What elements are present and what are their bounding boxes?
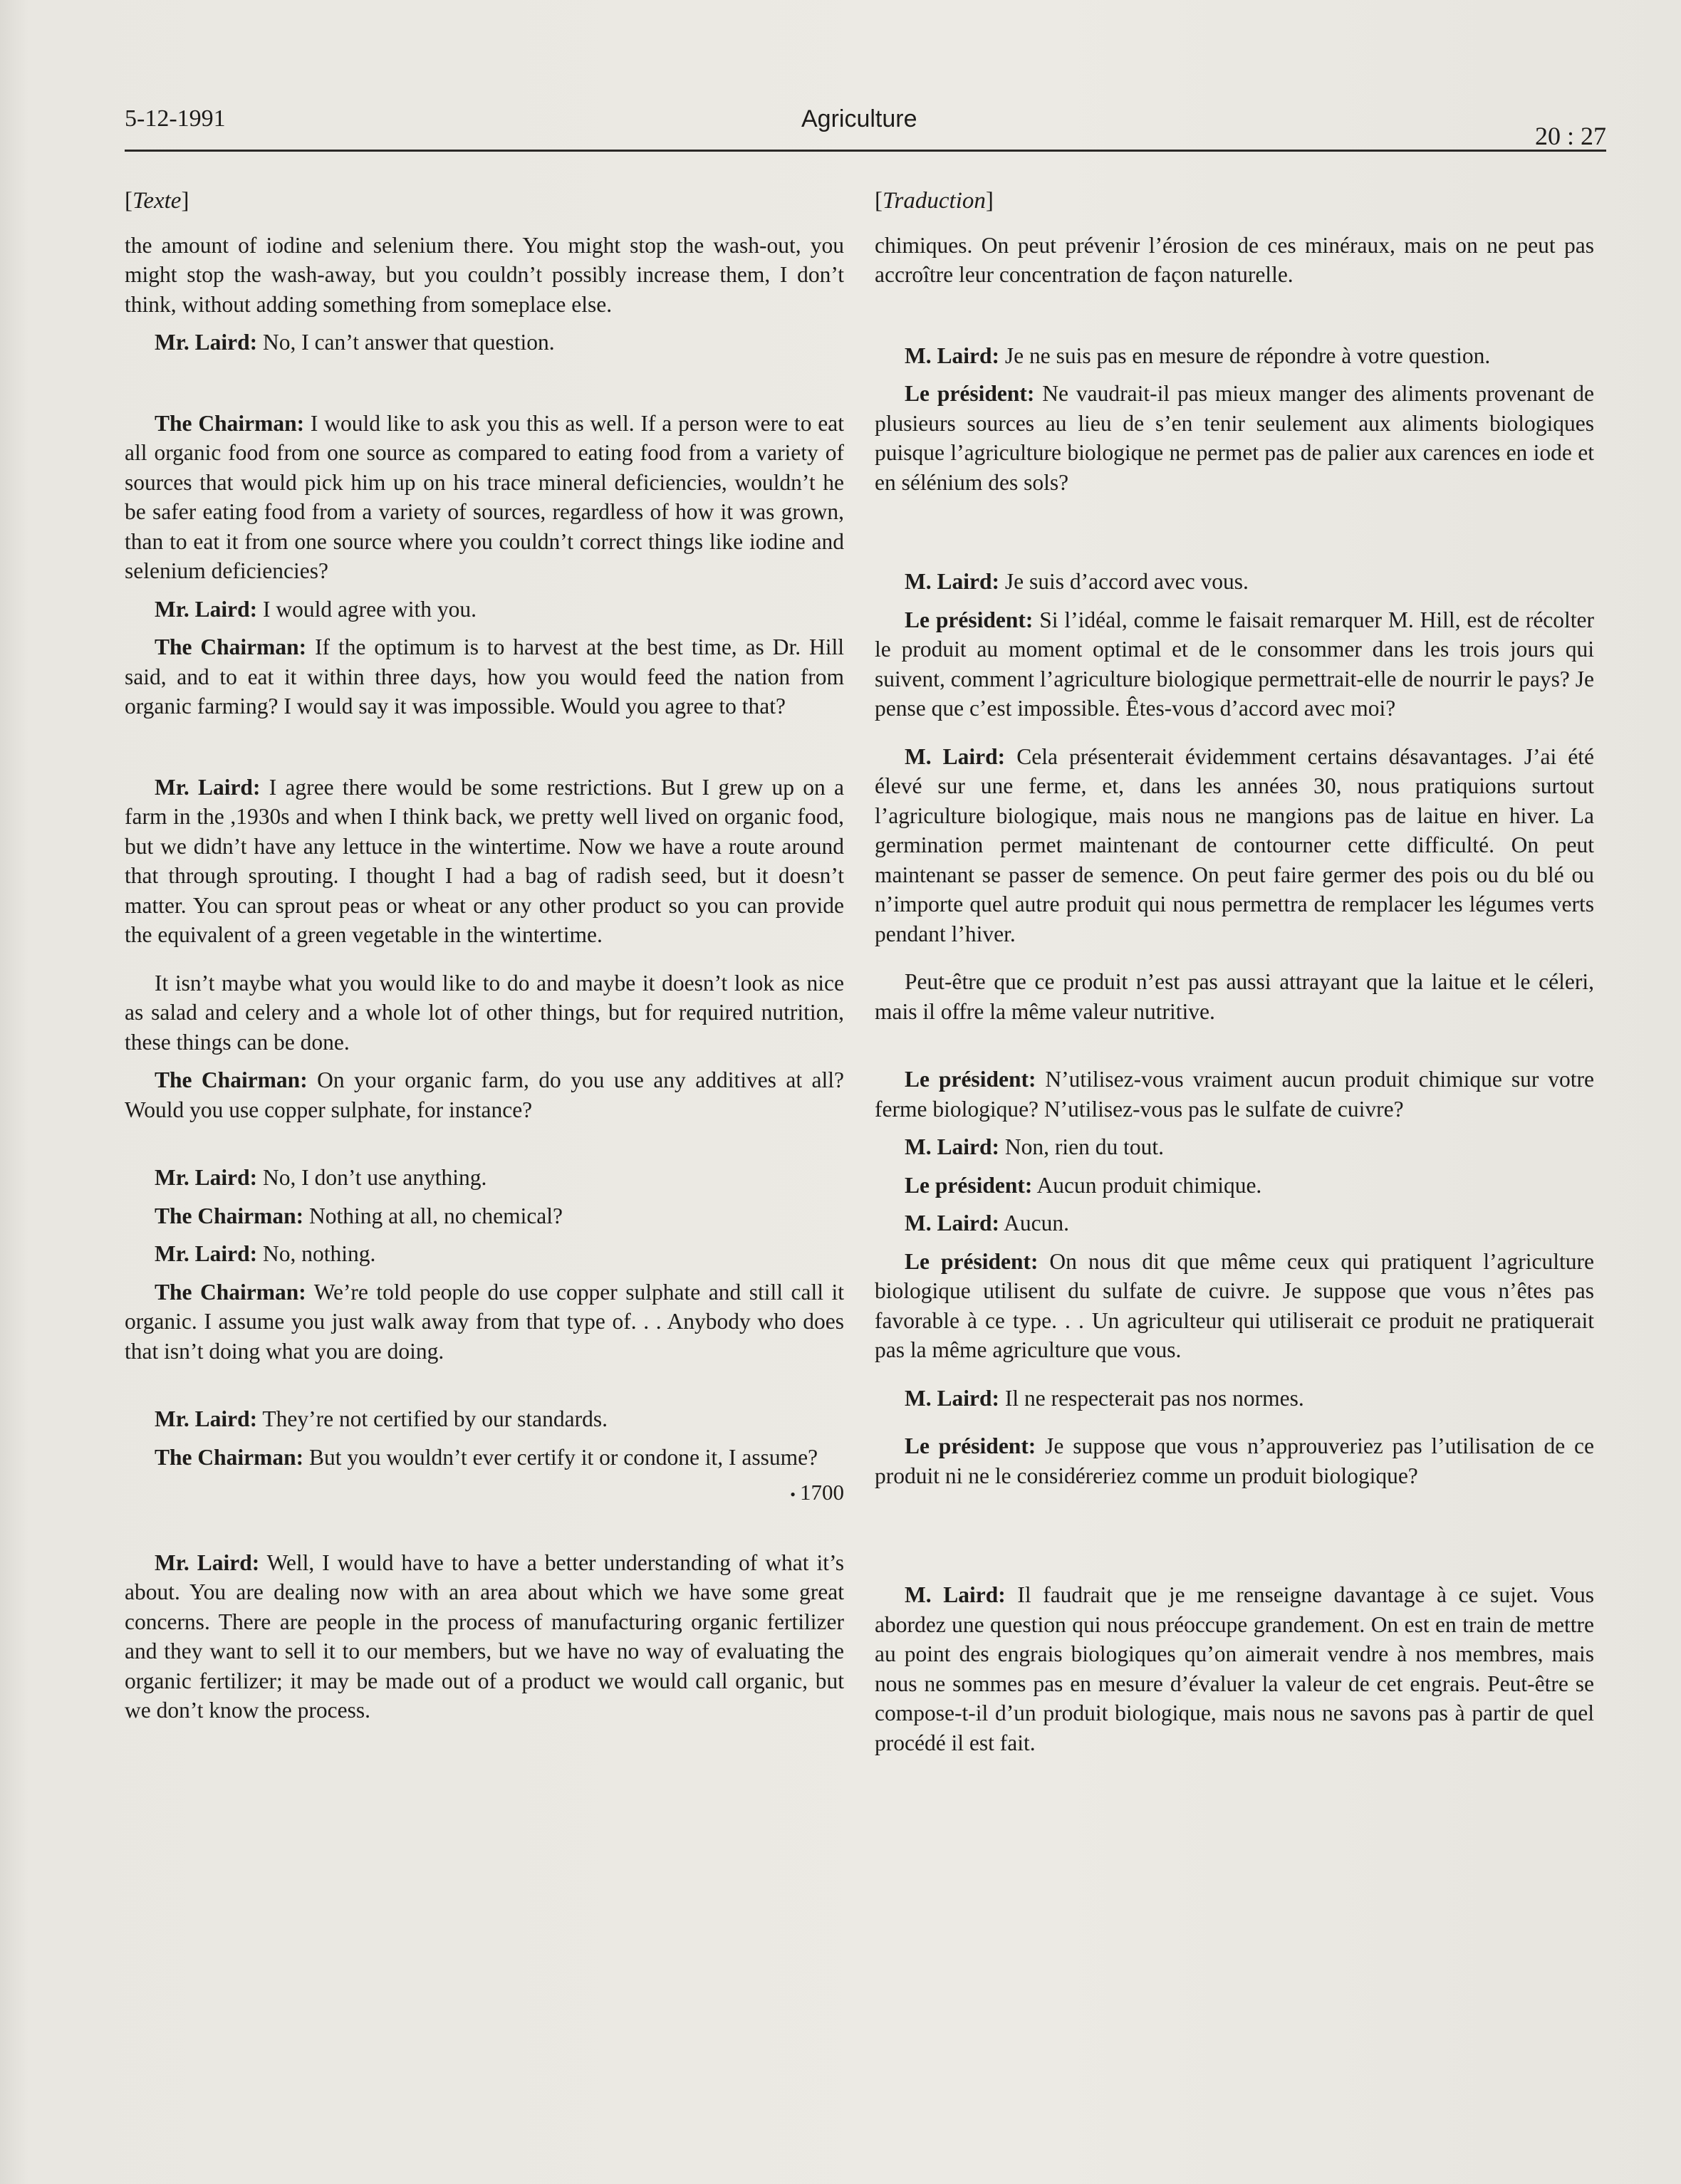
paragraph xyxy=(875,1208,1594,1238)
time-marker xyxy=(125,1478,844,1510)
paragraph xyxy=(125,1404,844,1434)
paragraph xyxy=(875,1247,1594,1365)
paragraph xyxy=(875,1171,1594,1201)
speaker-name: Mr. Laird: xyxy=(155,596,258,622)
paragraph xyxy=(875,605,1594,723)
paragraph xyxy=(875,967,1594,1026)
paragraph-text: Aucun produit chimique. xyxy=(1032,1172,1262,1198)
time-marker-text: 1700 xyxy=(800,1480,844,1505)
paragraph-text: It isn’t maybe what you would like to do and maybe it doesn’t look as nice as salad and celery and a whole lot of other things, but for required nutrition, these things can be done. xyxy=(125,970,844,1055)
paragraph xyxy=(875,1580,1594,1757)
speaker-name: Le président: xyxy=(905,1433,1036,1458)
paragraph-text: Je suppose que vous n’approuveriez pas l’utilisation de ce produit ni ne le considéreriez comme un produit biologique? xyxy=(875,1433,1594,1488)
speaker-name: Le président: xyxy=(905,1067,1036,1092)
paragraph xyxy=(125,1239,844,1269)
paragraph-text: I agree there would be some restrictions. But I grew up on a farm in the ,1930s and when I think back, we pretty well lived on organic food, but we didn’t have any lettuce in the wintertime. Now we have a route around that through sprouting. I thought I had a bag of radish seed, but it doesn’t matter. You can sprout peas or wheat or any other product so you can provide the equivalent of a green vegetable in the wintertime. xyxy=(125,774,844,947)
paragraph xyxy=(875,1065,1594,1124)
paragraph-text: On your organic farm, do you use any additives at all? Would you use copper sulphate, for instance? xyxy=(125,1067,844,1122)
label-word: Texte xyxy=(132,188,182,214)
bracket-close: ] xyxy=(181,188,189,214)
paragraph-text: Je suis d’accord avec vous. xyxy=(999,569,1249,594)
paragraph-text: N’utilisez-vous vraiment aucun produit chimique sur votre ferme biologique? N’utilisez-vous pas le sulfate de cuivre? xyxy=(875,1067,1594,1122)
paragraph-text: I would like to ask you this as well. If a person were to eat all organic food from one source as compared to eating food from a variety of sources that would pick him up on his trace mineral deficiencies, wouldn’t he be safer eating food from a variety of sources, regardless of how it was grown, than to eat it from one source where you couldn’t correct things like iodine and selenium deficiencies? xyxy=(125,410,844,583)
paragraph-text: Il faudrait que je me renseigne davantage à ce sujet. Vous abordez une question qui nous préoccupe grandement. On est en train de mettre au point des engrais biologiques qu’on aimerait vendre à nos membres, mais nous ne sommes pas en mesure d’évaluer la valeur de cet engrais. Peut-être se compose-t-il d’un produit biologique, mais nous ne savons pas à partir de quel procédé il est fait. xyxy=(875,1582,1594,1755)
paragraph xyxy=(125,632,844,721)
speaker-name: The Chairman: xyxy=(155,634,307,659)
column-label-texte xyxy=(125,187,844,216)
header-page-number: 20 : 27 xyxy=(1534,122,1606,150)
paragraph-text: But you wouldn’t ever certify it or condone it, I assume? xyxy=(303,1444,818,1470)
speaker-name: The Chairman: xyxy=(155,1444,304,1470)
paragraph-text: the amount of iodine and selenium there. You might stop the wash-out, you might stop the wash-away, but you couldn’t possibly increase them, I don’t think, without adding something from someplace else. xyxy=(125,232,844,317)
column-label-traduction xyxy=(875,187,1594,216)
speaker-name: M. Laird: xyxy=(905,1134,999,1159)
paragraph-text: No, I don’t use anything. xyxy=(257,1165,487,1190)
paragraph xyxy=(875,567,1594,597)
paragraph xyxy=(875,379,1594,497)
speaker-name: Le président: xyxy=(905,607,1034,632)
paragraph xyxy=(875,1384,1594,1414)
bullet-icon: • xyxy=(790,1485,796,1504)
speaker-name: M. Laird: xyxy=(905,743,1006,769)
paragraph xyxy=(125,1201,844,1231)
paragraph xyxy=(125,409,844,586)
header-date: 5-12-1991 xyxy=(125,105,226,132)
paragraph-text: Aucun. xyxy=(999,1211,1069,1235)
speaker-name: Mr. Laird: xyxy=(155,330,258,355)
paragraph-text: Je ne suis pas en mesure de répondre à votre question. xyxy=(999,343,1491,368)
paragraph-text: Well, I would have to have a better understanding of what it’s about. You are dealing now with an area about which we have some great concerns. There are people in the process of manufacturing organic fertilizer and they want to sell it to our members, but we have no way of evaluating the organic fertilizer; it may be made out of a product we would call organic, but we don’t know the process. xyxy=(125,1550,844,1723)
bracket-open: [ xyxy=(125,188,132,214)
speaker-name: Le président: xyxy=(905,381,1035,406)
paragraph-text: If the optimum is to harvest at the best time, as Dr. Hill said, and to eat it within three days, how you would feed the nation from organic farming? I would say it was impossible. Would you agree to that? xyxy=(125,634,844,719)
paragraph-text: Non, rien du tout. xyxy=(999,1134,1164,1159)
speaker-name: The Chairman: xyxy=(155,410,305,436)
paragraph-text: I would agree with you. xyxy=(257,596,477,622)
paragraph-text: Si l’idéal, comme le faisait remarquer M. Hill, est de récolter le produit au moment optimal et de le consommer dans les trois jours qui suivent, comment l’agriculture biologique permettrait-elle de nourrir le pays? Je pense que c’est impossible. Êtes-vous d’accord avec moi? xyxy=(875,607,1595,721)
paragraph-text: Il ne respecterait pas nos normes. xyxy=(999,1385,1304,1411)
paragraph xyxy=(125,231,844,320)
paragraph-text: On nous dit que même ceux qui pratiquent l’agriculture biologique utilisent du sulfate de cuivre. Je suppose que vous n’êtes pas favorable à ce type. . . Un agriculteur qui utiliserait ce produit ne pratiquerait pas la même agriculture que vous. xyxy=(875,1248,1594,1362)
paragraph xyxy=(875,231,1594,290)
paragraph xyxy=(875,1431,1594,1490)
paragraph-text: chimiques. On peut prévenir l’érosion de ces minéraux, mais on ne peut pas accroître leur concentration de façon naturelle. xyxy=(875,232,1594,287)
paragraph xyxy=(875,341,1594,371)
paragraph xyxy=(125,773,844,950)
speaker-name: Le président: xyxy=(905,1172,1033,1198)
speaker-name: M. Laird: xyxy=(905,1385,999,1411)
paragraph-text: Ne vaudrait-il pas mieux manger des aliments provenant de plusieurs sources au lieu de s’en tenir seulement aux aliments biologiques puisque l’agriculture biologique ne permet pas de palier aux carences en iode et en sélénium des sols? xyxy=(875,381,1594,495)
speaker-name: M. Laird: xyxy=(905,1582,1006,1607)
paragraph xyxy=(125,1278,844,1367)
speaker-name: Le président: xyxy=(905,1248,1039,1274)
speaker-name: The Chairman: xyxy=(155,1067,308,1092)
speaker-name: M. Laird: xyxy=(905,569,999,594)
paragraph-text: No, nothing. xyxy=(257,1241,376,1266)
french-column xyxy=(875,187,1594,1757)
bracket-close: ] xyxy=(985,188,994,214)
paragraph xyxy=(125,595,844,625)
paragraph xyxy=(125,1548,844,1725)
paragraph-text: Cela présenterait évidemment certains désavantages. J’ai été élevé sur une ferme, et, dans les années 30, nous pratiquions surtout l’agriculture biologique, mais nous ne mangions pas de laitue en hiver. La germination permet maintenant de contourner cette difficulté. On peut maintenant se passer de semence. On peut faire germer des pois ou du blé ou n’importe quel autre produit qui nous permettra de remplacer les légumes verts pendant l’hiver. xyxy=(875,743,1594,946)
speaker-name: M. Laird: xyxy=(905,343,999,368)
paragraph-text: Peut-être que ce produit n’est pas aussi attrayant que la laitue et le céleri, mais il offre la même valeur nutritive. xyxy=(875,969,1594,1024)
paragraph xyxy=(125,1065,844,1124)
english-column xyxy=(125,187,844,1725)
paragraph-text: They’re not certified by our standards. xyxy=(257,1406,608,1431)
paragraph-text: We’re told people do use copper sulphate and still call it organic. I assume you just walk away from that type of. . . Anybody who does that isn’t doing what you are doing. xyxy=(125,1279,845,1364)
speaker-name: Mr. Laird: xyxy=(155,1241,258,1266)
paragraph xyxy=(125,1163,844,1193)
paragraph-text: No, I can’t answer that question. xyxy=(257,330,555,355)
paragraph xyxy=(875,742,1594,949)
speaker-name: Mr. Laird: xyxy=(155,1406,258,1431)
speaker-name: Mr. Laird: xyxy=(155,774,261,800)
bracket-open: [ xyxy=(875,188,883,214)
speaker-name: Mr. Laird: xyxy=(155,1165,258,1190)
page-header xyxy=(125,100,1606,152)
paragraph xyxy=(125,328,844,357)
header-title: Agriculture xyxy=(801,105,917,132)
label-word: Traduction xyxy=(883,188,986,214)
paragraph xyxy=(875,1132,1594,1162)
speaker-name: M. Laird: xyxy=(905,1211,999,1235)
speaker-name: Mr. Laird: xyxy=(155,1550,260,1575)
speaker-name: The Chairman: xyxy=(155,1203,304,1228)
speaker-name: The Chairman: xyxy=(155,1279,306,1305)
paragraph-text: Nothing at all, no chemical? xyxy=(303,1203,563,1228)
paragraph xyxy=(125,1443,844,1473)
paragraph xyxy=(125,968,844,1057)
